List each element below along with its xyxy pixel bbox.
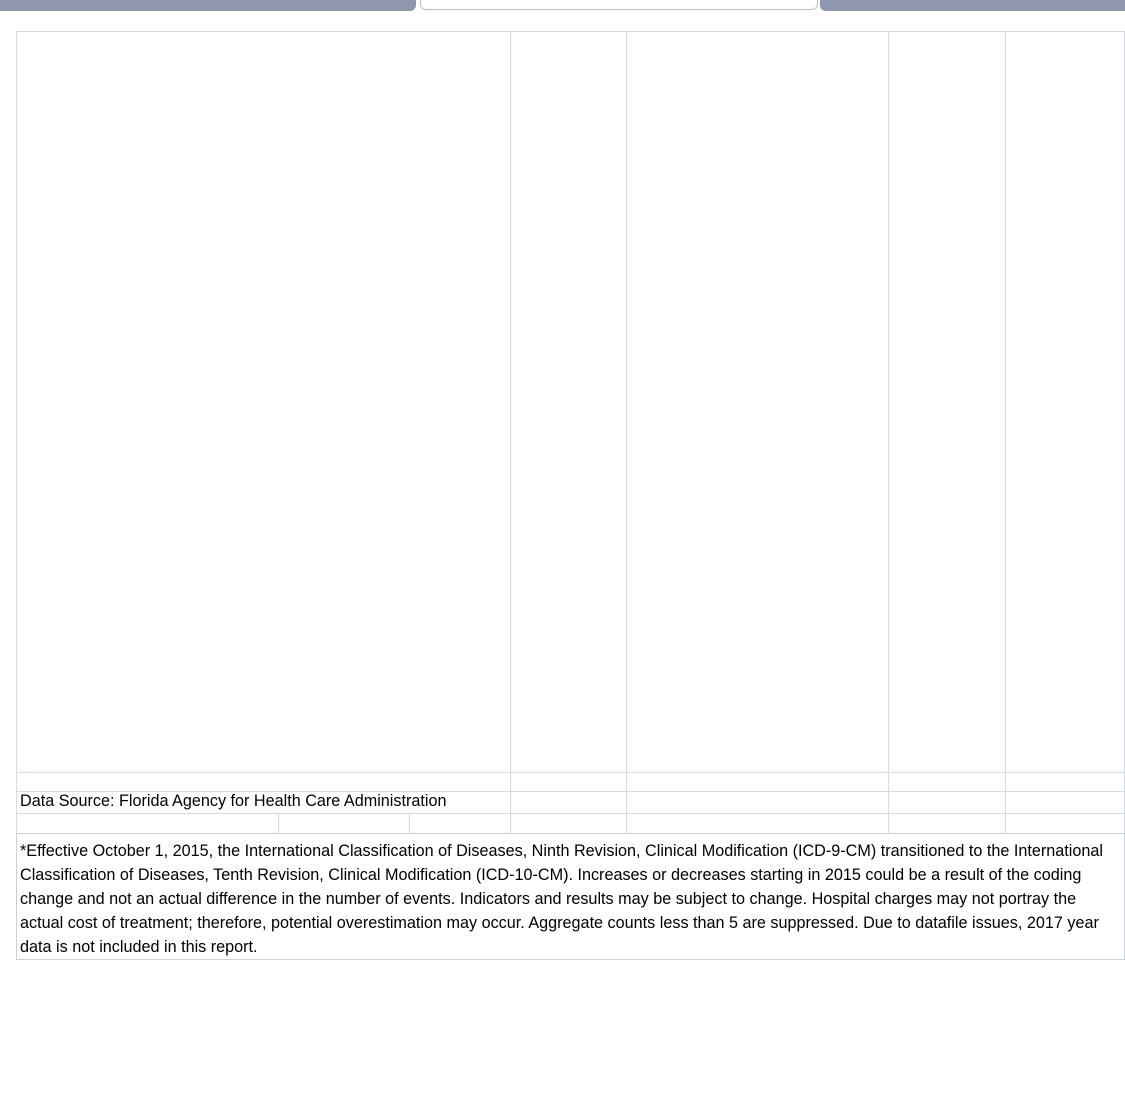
table-cell: [1005, 772, 1125, 792]
table-cell: [278, 813, 410, 834]
table-cell: [510, 791, 627, 814]
footnote: *Effective October 1, 2015, the International Classification of Diseases, Ninth Revision, Clinical Modification (ICD-9-CM) transitioned to the International Classification of Diseases, Tenth Revision, Clinical Modification (ICD-10-CM). Increases or decreases starting in 2015 could be a result of the coding change and not an actual difference in the number of events. Indicators and results may be subject to change. Hospital charges may not portray the actual cost of treatment; therefore, potential overestimation may occur. Aggregate counts less than 5 are suppressed. Due to datafile issues, 2017 year data is not included in this report.: [20, 842, 1103, 956]
tab-right[interactable]: [820, 0, 1125, 11]
table-cell: [1005, 813, 1125, 834]
table-cell: [626, 813, 889, 834]
table-cell: [510, 31, 627, 773]
table-cell: [1005, 791, 1125, 814]
table-cell: [510, 813, 627, 834]
top-tab-bar: [0, 0, 1125, 12]
table-cell: [888, 31, 1006, 773]
tab-active[interactable]: [420, 0, 818, 10]
table-cell: [16, 813, 279, 834]
table-cell: [626, 772, 889, 792]
report-table: [16, 31, 1124, 960]
table-cell: [1005, 31, 1125, 773]
table-cell: [626, 31, 889, 773]
table-cell: [888, 772, 1006, 792]
table-cell: [409, 813, 511, 834]
table-cell: [626, 791, 889, 814]
table-cell: [16, 31, 511, 773]
table-cell: [510, 772, 627, 792]
table-cell: [888, 813, 1006, 834]
table-cell: [888, 791, 1006, 814]
tab-left[interactable]: [0, 0, 416, 11]
table-cell: [16, 772, 511, 792]
data-source: Data Source: Florida Agency for Health Care Administration: [20, 792, 447, 810]
